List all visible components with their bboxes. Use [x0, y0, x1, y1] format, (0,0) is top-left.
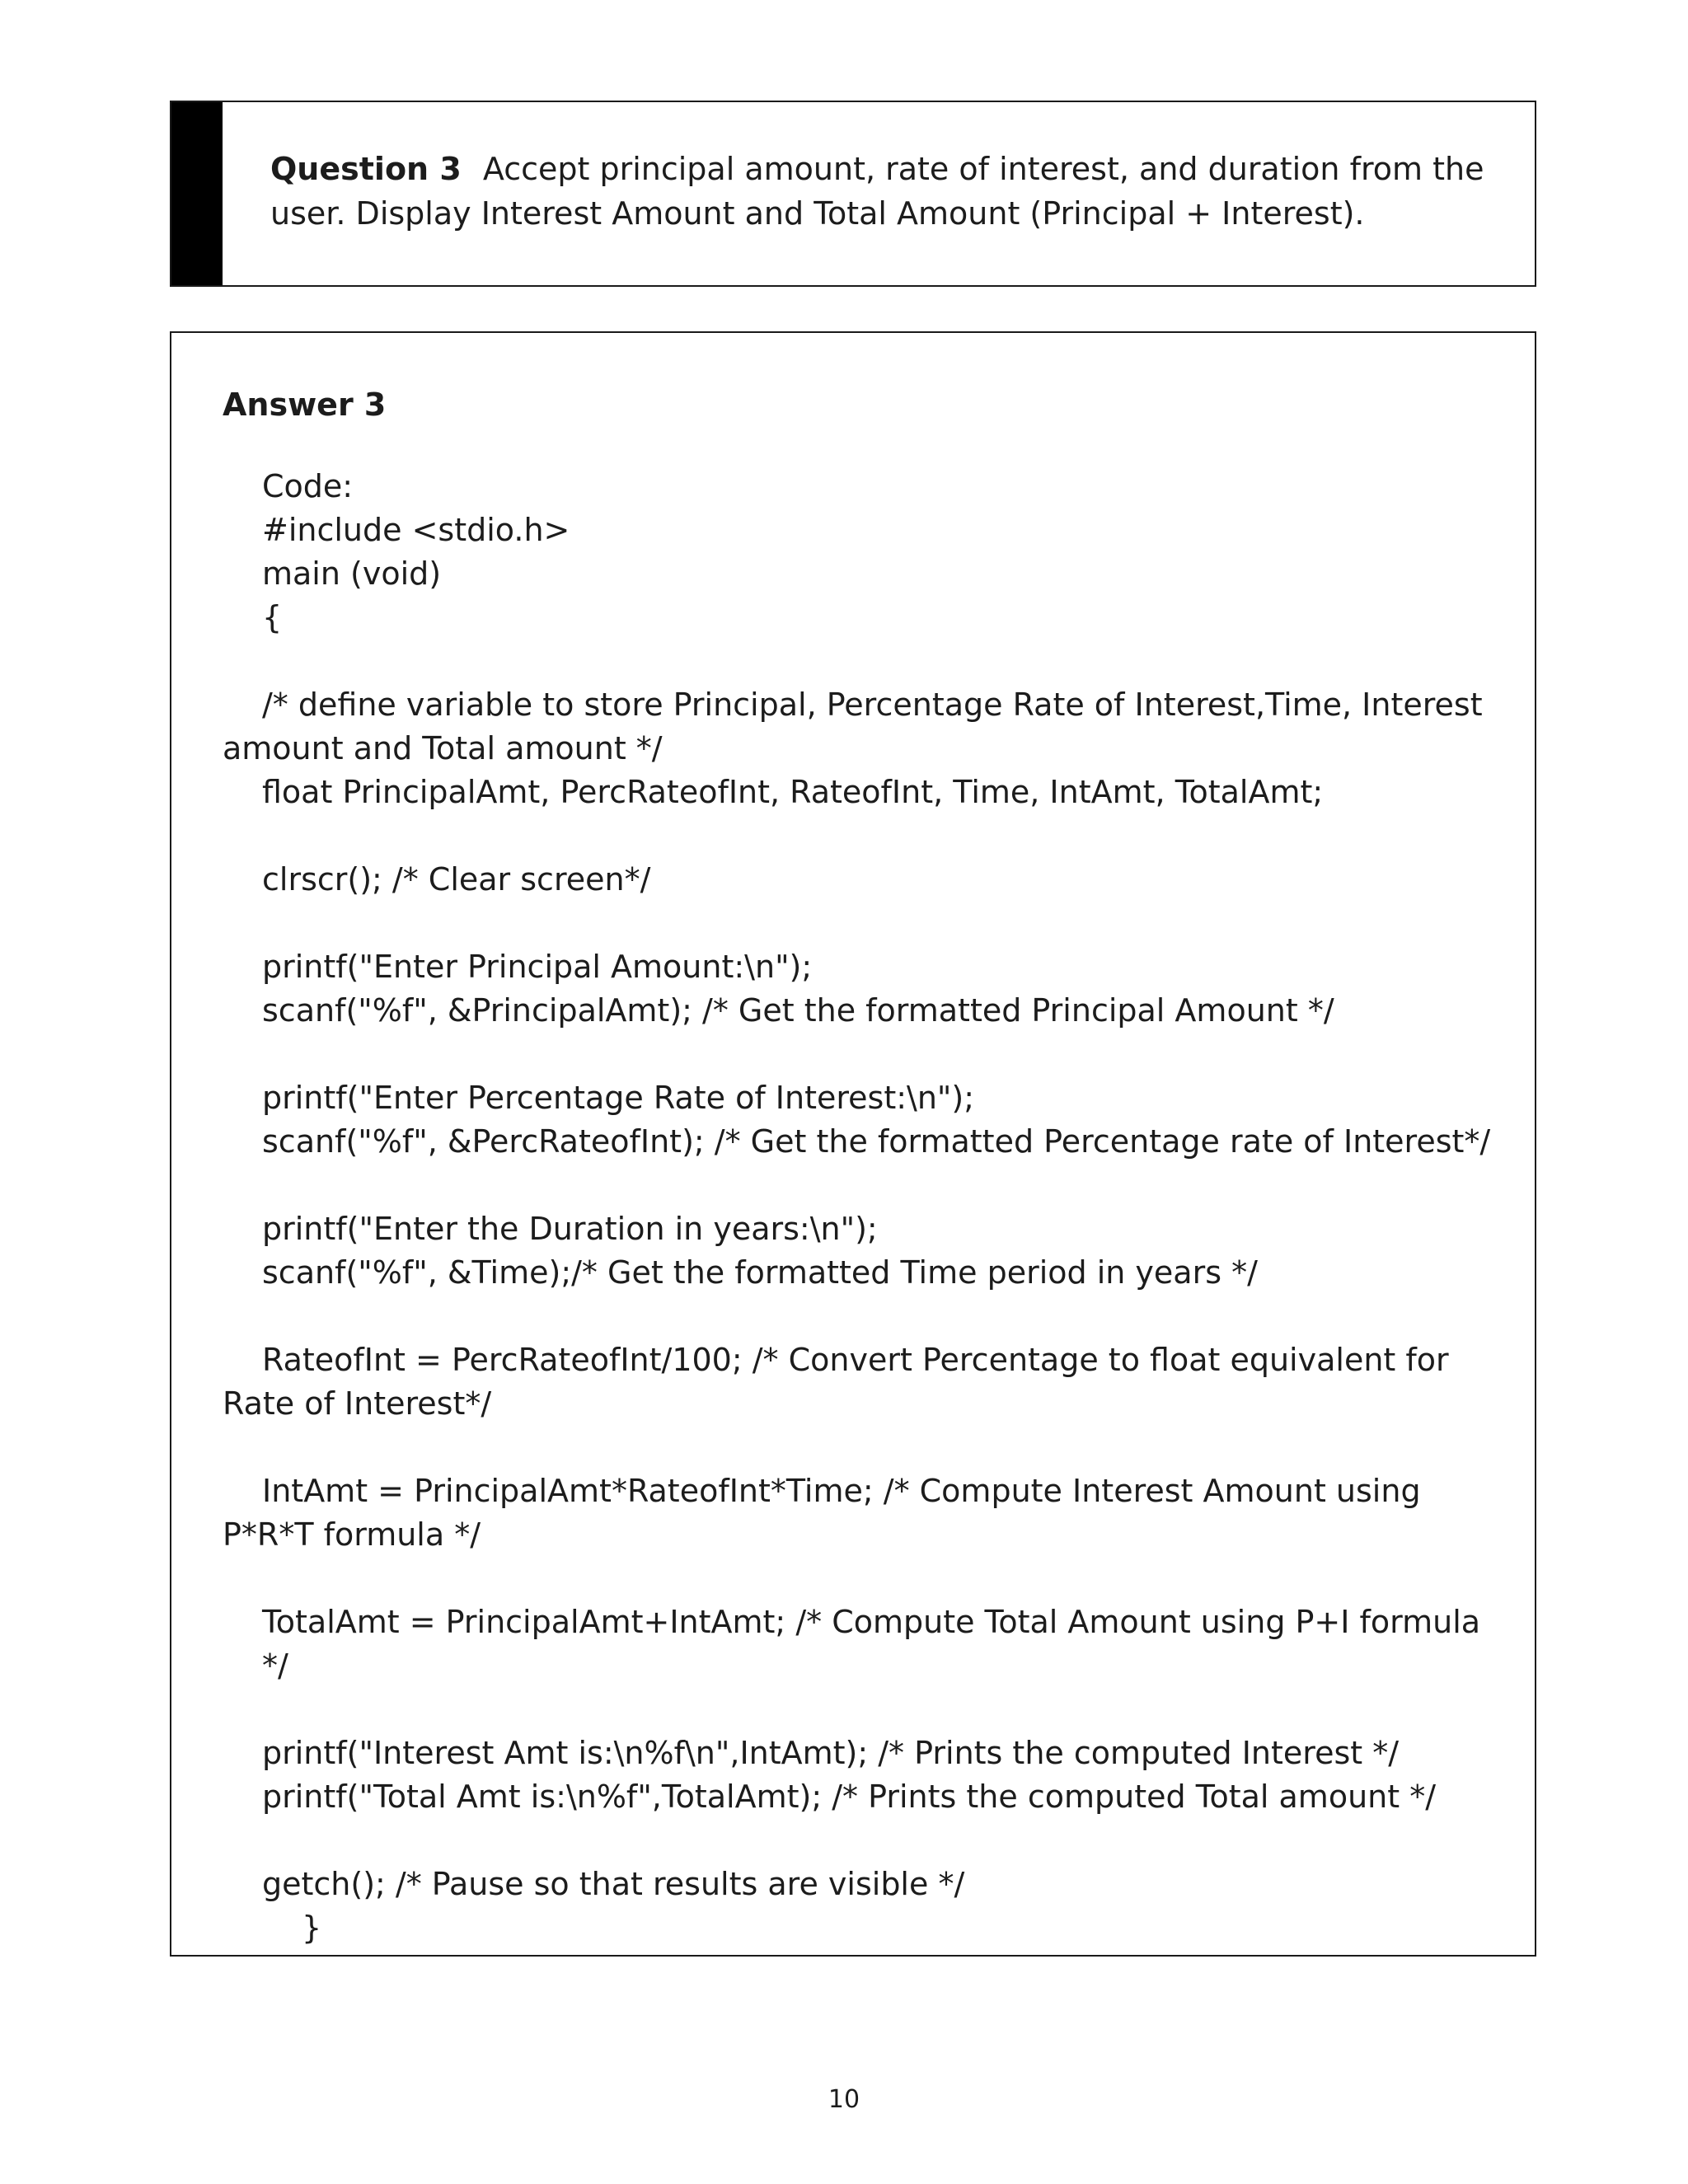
- question-side-bar: [171, 102, 223, 285]
- code-line: getch(); /* Pause so that results are visible */: [262, 1866, 965, 1902]
- code-block: [223, 465, 1492, 1950]
- code-blank-line: [223, 902, 1492, 945]
- code-line: printf("Enter Percentage Rate of Interest:\n");: [262, 1080, 975, 1116]
- code-blank-line: [223, 1557, 1492, 1601]
- answer-box: [170, 331, 1536, 1957]
- question-text-block: [270, 147, 1490, 236]
- code-blank-line: [223, 1033, 1492, 1076]
- code-line: clrscr(); /* Clear screen*/: [262, 861, 651, 898]
- code-blank-line: [223, 1164, 1492, 1207]
- code-line: scanf("%f", &PrincipalAmt); /* Get the formatted Principal Amount */: [262, 992, 1334, 1029]
- code-blank-line: [223, 640, 1492, 683]
- code-line: IntAmt = PrincipalAmt*RateofInt*Time; /* Compute Interest Amount using P*R*T formula */: [223, 1473, 1431, 1553]
- code-line: Code:: [262, 468, 354, 504]
- question-box: [170, 101, 1536, 287]
- code-line: scanf("%f", &Time);/* Get the formatted Time period in years */: [262, 1254, 1258, 1291]
- code-line: RateofInt = PercRateofInt/100; /* Convert Percentage to float equivalent for Rate of Interest*/: [223, 1342, 1459, 1422]
- code-line: TotalAmt = PrincipalAmt+IntAmt; /* Compute Total Amount using P+I formula */: [262, 1604, 1491, 1684]
- code-blank-line: [223, 1295, 1492, 1338]
- code-blank-line: [223, 1426, 1492, 1469]
- code-line: printf("Interest Amt is:\n%f\n",IntAmt); /* Prints the computed Interest */: [262, 1735, 1400, 1771]
- code-line: scanf("%f", &PercRateofInt); /* Get the formatted Percentage rate of Interest*/: [262, 1123, 1491, 1160]
- code-line: float PrincipalAmt, PercRateofInt, RateofInt, Time, IntAmt, TotalAmt;: [262, 774, 1324, 810]
- code-line: }: [302, 1910, 322, 1946]
- page-number: 10: [828, 2085, 860, 2114]
- question-label: Question 3: [270, 151, 462, 187]
- code-blank-line: [223, 1819, 1492, 1863]
- code-line: #include <stdio.h>: [262, 512, 570, 548]
- code-line: printf("Total Amt is:\n%f",TotalAmt); /* Prints the computed Total amount */: [262, 1779, 1437, 1815]
- code-line: /* define variable to store Principal, Percentage Rate of Interest,Time, Interest amount and Total amount */: [223, 687, 1493, 766]
- code-line: printf("Enter the Duration in years:\n");: [262, 1211, 878, 1247]
- code-blank-line: [223, 1688, 1492, 1732]
- code-line: main (void): [262, 555, 442, 592]
- code-blank-line: [223, 814, 1492, 858]
- question-text: Accept principal amount, rate of interest, and duration from the user. Display Interest Amount and Total Amount (Principal + Interest).: [270, 151, 1484, 232]
- answer-title: Answer 3: [223, 387, 387, 423]
- code-line: printf("Enter Principal Amount:\n");: [262, 949, 813, 985]
- code-line: {: [262, 599, 283, 635]
